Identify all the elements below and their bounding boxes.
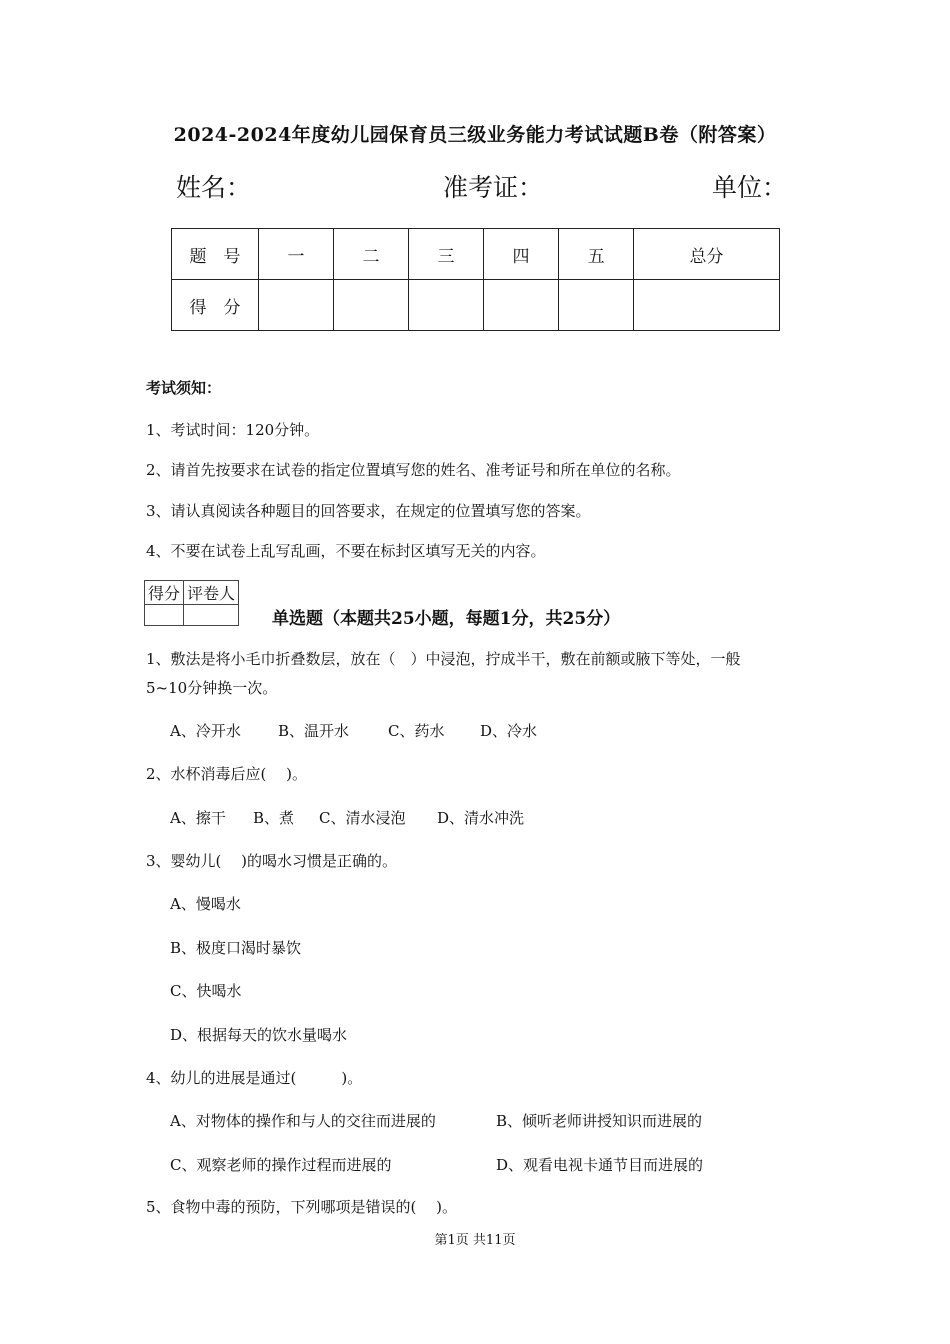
- option-b: B、极度口渴时暴饮: [170, 939, 302, 957]
- notice-item: 3、请认真阅读各种题目的回答要求，在规定的位置填写您的答案。: [146, 502, 591, 520]
- grader-score-label: 得分: [145, 581, 184, 605]
- score-input-cell[interactable]: [409, 280, 484, 331]
- score-table-cell: 四: [484, 229, 559, 280]
- score-table-cell: 三: [409, 229, 484, 280]
- option-d: D、清水冲洗: [437, 809, 525, 827]
- exam-number-field-label: 准考证：: [443, 173, 544, 202]
- option-a: A、擦干: [170, 809, 226, 827]
- grader-box: [144, 580, 239, 626]
- question-2-text: 2、水杯消毒后应( )。: [146, 765, 308, 783]
- score-table-row-label: 得 分: [172, 280, 259, 331]
- score-table-cell: 题 号: [172, 229, 259, 280]
- option-c: C、观察老师的操作过程而进展的: [170, 1156, 392, 1174]
- option-d: D、观看电视卡通节目而进展的: [496, 1156, 704, 1174]
- question-1-text-cont: 5~10分钟换一次。: [146, 679, 278, 697]
- question-4-text: 4、幼儿的进展是通过( )。: [146, 1069, 363, 1087]
- option-d: D、根据每天的饮水量喝水: [170, 1026, 348, 1044]
- section-title: 单选题（本题共25小题，每题1分，共25分）: [272, 609, 621, 629]
- grader-reviewer-input[interactable]: [184, 605, 239, 626]
- document-title: 2024-2024年度幼儿园保育员三级业务能力考试试题B卷（附答案）: [173, 124, 777, 146]
- score-input-cell[interactable]: [634, 280, 780, 331]
- option-d: D、冷水: [480, 722, 538, 740]
- grader-reviewer-label: 评卷人: [184, 581, 239, 605]
- grader-score-input[interactable]: [145, 605, 184, 626]
- option-a: A、冷开水: [170, 722, 241, 740]
- notice-heading: 考试须知：: [146, 379, 222, 397]
- option-b: B、温开水: [278, 722, 350, 740]
- option-a: A、对物体的操作和与人的交往而进展的: [170, 1112, 436, 1130]
- score-table: [171, 228, 780, 331]
- option-b: B、煮: [253, 809, 295, 827]
- page-footer: 第1页 共11页: [434, 1233, 516, 1248]
- question-3-text: 3、婴幼儿( )的喝水习惯是正确的。: [146, 852, 398, 870]
- score-input-cell[interactable]: [334, 280, 409, 331]
- score-table-cell: 二: [334, 229, 409, 280]
- question-1-text: 1、敷法是将小毛巾折叠数层，放在（ ）中浸泡，拧成半干，敷在前额或腋下等处，一般: [146, 650, 741, 668]
- score-table-cell: 总分: [634, 229, 780, 280]
- score-input-cell[interactable]: [259, 280, 334, 331]
- option-a: A、慢喝水: [170, 895, 241, 913]
- name-field-label: 姓名：: [176, 173, 252, 202]
- score-input-cell[interactable]: [559, 280, 634, 331]
- option-b: B、倾听老师讲授知识而进展的: [496, 1112, 703, 1130]
- question-5-text: 5、食物中毒的预防，下列哪项是错误的( )。: [146, 1198, 458, 1216]
- option-c: C、快喝水: [170, 982, 242, 1000]
- score-table-score-row: [172, 280, 780, 331]
- notice-item: 1、考试时间：120分钟。: [146, 421, 320, 439]
- score-table-cell: 一: [259, 229, 334, 280]
- option-c: C、清水浸泡: [319, 809, 406, 827]
- score-table-cell: 五: [559, 229, 634, 280]
- notice-item: 2、请首先按要求在试卷的指定位置填写您的姓名、准考证号和所在单位的名称。: [146, 461, 681, 479]
- unit-field-label: 单位：: [712, 173, 788, 202]
- score-input-cell[interactable]: [484, 280, 559, 331]
- score-table-header-row: [172, 229, 780, 280]
- notice-item: 4、不要在试卷上乱写乱画，不要在标封区填写无关的内容。: [146, 542, 546, 560]
- option-c: C、药水: [388, 722, 445, 740]
